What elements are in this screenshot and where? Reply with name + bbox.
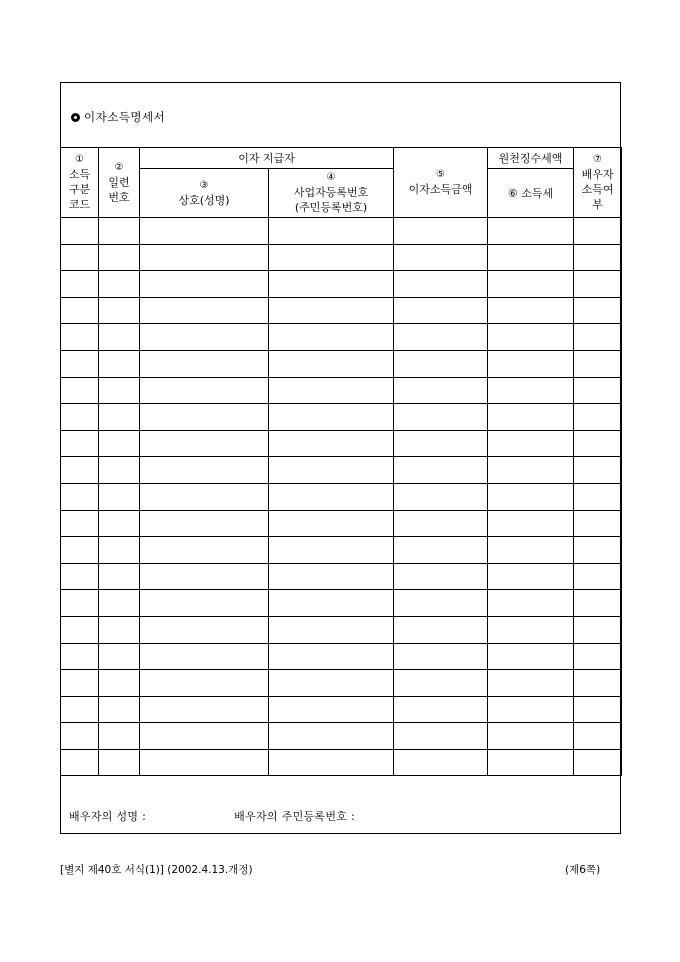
table-cell[interactable] (140, 510, 269, 537)
table-row (61, 563, 622, 590)
table-cell[interactable] (61, 510, 99, 537)
table-cell[interactable] (269, 616, 394, 643)
table-cell[interactable] (574, 590, 622, 617)
table-cell[interactable] (488, 324, 574, 351)
table-cell[interactable] (394, 723, 488, 750)
c4-number: ④ (326, 172, 336, 183)
table-cell[interactable] (269, 377, 394, 404)
table-row (61, 696, 622, 723)
table-cell[interactable] (99, 350, 140, 377)
table-cell[interactable] (574, 244, 622, 271)
table-cell[interactable] (61, 377, 99, 404)
table-cell[interactable] (140, 723, 269, 750)
table-cell[interactable] (140, 537, 269, 564)
form-title-text: 이자소득명세서 (84, 110, 166, 124)
table-cell[interactable] (140, 643, 269, 670)
table-cell[interactable] (394, 537, 488, 564)
table-cell[interactable] (61, 537, 99, 564)
c4-label-line2: (주민등록번호) (294, 201, 368, 214)
table-cell[interactable] (99, 271, 140, 298)
table-row (61, 616, 622, 643)
table-cell[interactable] (394, 643, 488, 670)
table-cell[interactable] (269, 590, 394, 617)
col-interest-amount-header (394, 148, 488, 218)
table-cell[interactable] (394, 457, 488, 484)
table-cell[interactable] (488, 218, 574, 245)
table-cell[interactable] (269, 670, 394, 697)
table-cell[interactable] (140, 244, 269, 271)
table-cell[interactable] (574, 297, 622, 324)
table-cell[interactable] (269, 457, 394, 484)
table-cell[interactable] (488, 483, 574, 510)
table-cell[interactable] (140, 590, 269, 617)
table-cell[interactable] (99, 483, 140, 510)
c7-label: 배우자소득여부 (581, 168, 614, 211)
spouse-info-line (69, 808, 355, 824)
table-cell[interactable] (488, 430, 574, 457)
table-cell[interactable] (61, 271, 99, 298)
table-row (61, 297, 622, 324)
table-row (61, 643, 622, 670)
c1-label: 소득구분코드 (68, 168, 91, 211)
table-cell[interactable] (269, 350, 394, 377)
table-cell[interactable] (574, 696, 622, 723)
form-box (60, 82, 621, 834)
table-cell[interactable] (61, 404, 99, 431)
table-cell[interactable] (394, 590, 488, 617)
table-cell[interactable] (574, 510, 622, 537)
table-cell[interactable] (99, 430, 140, 457)
table-cell[interactable] (140, 696, 269, 723)
table-cell[interactable] (574, 749, 622, 776)
table-cell[interactable] (140, 271, 269, 298)
table-row (61, 404, 622, 431)
table-row (61, 457, 622, 484)
table-cell[interactable] (574, 218, 622, 245)
table-cell[interactable] (61, 350, 99, 377)
spouse-name-label: 배우자의 성명 : (69, 810, 147, 823)
table-cell[interactable] (61, 670, 99, 697)
table-cell[interactable] (61, 723, 99, 750)
table-cell[interactable] (574, 723, 622, 750)
spouse-id-label: 배우자의 주민등록번호 : (234, 810, 356, 823)
c5-number: ⑤ (436, 169, 445, 180)
table-cell[interactable] (99, 218, 140, 245)
table-cell[interactable] (269, 244, 394, 271)
table-row (61, 244, 622, 271)
table-cell[interactable] (61, 643, 99, 670)
table-cell[interactable] (140, 218, 269, 245)
c5-label: 이자소득금액 (408, 183, 473, 196)
table-cell[interactable] (394, 616, 488, 643)
table-cell[interactable] (140, 563, 269, 590)
payer-group-label: 이자 지급자 (238, 151, 295, 165)
c6-label: ⑥ 소득세 (507, 186, 554, 200)
table-cell[interactable] (140, 616, 269, 643)
table-cell[interactable] (61, 324, 99, 351)
table-cell[interactable] (269, 483, 394, 510)
table-cell[interactable] (99, 723, 140, 750)
table-cell[interactable] (488, 297, 574, 324)
table-row (61, 377, 622, 404)
page-number: (제6쪽) (565, 864, 601, 876)
table-cell[interactable] (269, 696, 394, 723)
table-cell[interactable] (140, 350, 269, 377)
c2-number: ② (114, 161, 124, 173)
col-company-name-header (140, 169, 269, 218)
table-cell[interactable] (574, 350, 622, 377)
table-cell[interactable] (488, 377, 574, 404)
table-cell[interactable] (99, 244, 140, 271)
c1-number: ① (75, 154, 84, 165)
table-row (61, 483, 622, 510)
table-cell[interactable] (140, 749, 269, 776)
table-row (61, 749, 622, 776)
table-cell[interactable] (488, 350, 574, 377)
table-cell[interactable] (488, 563, 574, 590)
form-caption: [별지 제40호 서식(1)] (2002.4.13.개정) (60, 864, 253, 876)
table-cell[interactable] (99, 563, 140, 590)
table-cell[interactable] (269, 537, 394, 564)
table-cell[interactable] (61, 749, 99, 776)
c3-number: ③ (199, 179, 209, 191)
table-cell[interactable] (140, 404, 269, 431)
table-cell[interactable] (269, 218, 394, 245)
col-serial-header (99, 148, 140, 218)
table-cell[interactable] (574, 430, 622, 457)
table-cell[interactable] (269, 297, 394, 324)
table-cell[interactable] (394, 377, 488, 404)
bullet-icon (71, 113, 80, 122)
table-cell[interactable] (394, 696, 488, 723)
table-cell[interactable] (269, 749, 394, 776)
table-cell[interactable] (574, 616, 622, 643)
table-cell[interactable] (574, 377, 622, 404)
table-cell[interactable] (99, 457, 140, 484)
table-cell[interactable] (269, 643, 394, 670)
col-income-tax-header (488, 169, 574, 218)
payer-group-header (140, 148, 394, 169)
table-row (61, 271, 622, 298)
table-cell[interactable] (61, 563, 99, 590)
table-cell[interactable] (99, 749, 140, 776)
withholding-group-header (488, 148, 574, 169)
table-cell[interactable] (574, 483, 622, 510)
table-cell[interactable] (140, 483, 269, 510)
table-cell[interactable] (99, 297, 140, 324)
table-cell[interactable] (269, 404, 394, 431)
table-cell[interactable] (269, 510, 394, 537)
form-title (71, 109, 165, 125)
table-cell[interactable] (140, 430, 269, 457)
table-cell[interactable] (99, 324, 140, 351)
table-cell[interactable] (488, 244, 574, 271)
table-cell[interactable] (61, 696, 99, 723)
table-cell[interactable] (488, 457, 574, 484)
table-cell[interactable] (269, 430, 394, 457)
c2-label: 일련번호 (108, 175, 130, 204)
table-cell[interactable] (488, 643, 574, 670)
table-row (61, 324, 622, 351)
c3-label: 상호(성명) (178, 193, 230, 207)
table-cell[interactable] (488, 670, 574, 697)
withholding-group-label: 원천징수세액 (498, 151, 563, 165)
table-row (61, 670, 622, 697)
table-cell[interactable] (61, 430, 99, 457)
table-cell[interactable] (269, 723, 394, 750)
table-cell[interactable] (99, 377, 140, 404)
table-cell[interactable] (488, 510, 574, 537)
table-cell[interactable] (61, 483, 99, 510)
col-registration-number-header (269, 169, 394, 218)
table-cell[interactable] (394, 563, 488, 590)
table-cell[interactable] (574, 670, 622, 697)
table-cell[interactable] (61, 457, 99, 484)
table-cell[interactable] (394, 510, 488, 537)
table-cell[interactable] (488, 616, 574, 643)
table-cell[interactable] (488, 723, 574, 750)
table-cell[interactable] (394, 324, 488, 351)
table-cell[interactable] (574, 457, 622, 484)
table-cell[interactable] (61, 297, 99, 324)
table-cell[interactable] (140, 324, 269, 351)
c4-label-line1: 사업자등록번호 (293, 186, 369, 199)
table-cell[interactable] (394, 404, 488, 431)
table-cell[interactable] (61, 616, 99, 643)
table-cell[interactable] (140, 670, 269, 697)
table-cell[interactable] (394, 297, 488, 324)
table-cell[interactable] (574, 404, 622, 431)
table-row (61, 537, 622, 564)
table-row (61, 723, 622, 750)
income-table (60, 147, 622, 776)
table-cell[interactable] (488, 696, 574, 723)
table-cell[interactable] (574, 563, 622, 590)
table-cell[interactable] (61, 590, 99, 617)
table-row (61, 430, 622, 457)
table-cell[interactable] (394, 430, 488, 457)
table-row (61, 510, 622, 537)
table-cell[interactable] (99, 537, 140, 564)
table-cell[interactable] (99, 404, 140, 431)
table-cell[interactable] (140, 457, 269, 484)
table-cell[interactable] (488, 537, 574, 564)
table-cell[interactable] (140, 377, 269, 404)
table-row (61, 350, 622, 377)
table-cell[interactable] (269, 324, 394, 351)
table-cell[interactable] (574, 324, 622, 351)
table-cell[interactable] (394, 244, 488, 271)
table-row (61, 218, 622, 245)
table-cell[interactable] (99, 696, 140, 723)
c7-number: ⑦ (593, 154, 602, 165)
table-cell[interactable] (394, 218, 488, 245)
table-cell[interactable] (99, 616, 140, 643)
table-cell[interactable] (99, 670, 140, 697)
table-cell[interactable] (99, 510, 140, 537)
table-cell[interactable] (394, 670, 488, 697)
table-cell[interactable] (574, 537, 622, 564)
table-cell[interactable] (488, 271, 574, 298)
table-cell[interactable] (269, 271, 394, 298)
table-cell[interactable] (394, 749, 488, 776)
table-cell[interactable] (99, 590, 140, 617)
table-cell[interactable] (269, 563, 394, 590)
table-cell[interactable] (488, 590, 574, 617)
col-income-code-header (61, 148, 99, 218)
table-row (61, 590, 622, 617)
table-cell[interactable] (394, 350, 488, 377)
table-cell[interactable] (394, 483, 488, 510)
table-cell[interactable] (394, 271, 488, 298)
table-cell[interactable] (61, 218, 99, 245)
table-cell[interactable] (488, 404, 574, 431)
table-cell[interactable] (99, 643, 140, 670)
table-cell[interactable] (574, 271, 622, 298)
table-cell[interactable] (488, 749, 574, 776)
table-cell[interactable] (574, 643, 622, 670)
table-cell[interactable] (140, 297, 269, 324)
col-spouse-income-header (574, 148, 622, 218)
table-cell[interactable] (61, 244, 99, 271)
